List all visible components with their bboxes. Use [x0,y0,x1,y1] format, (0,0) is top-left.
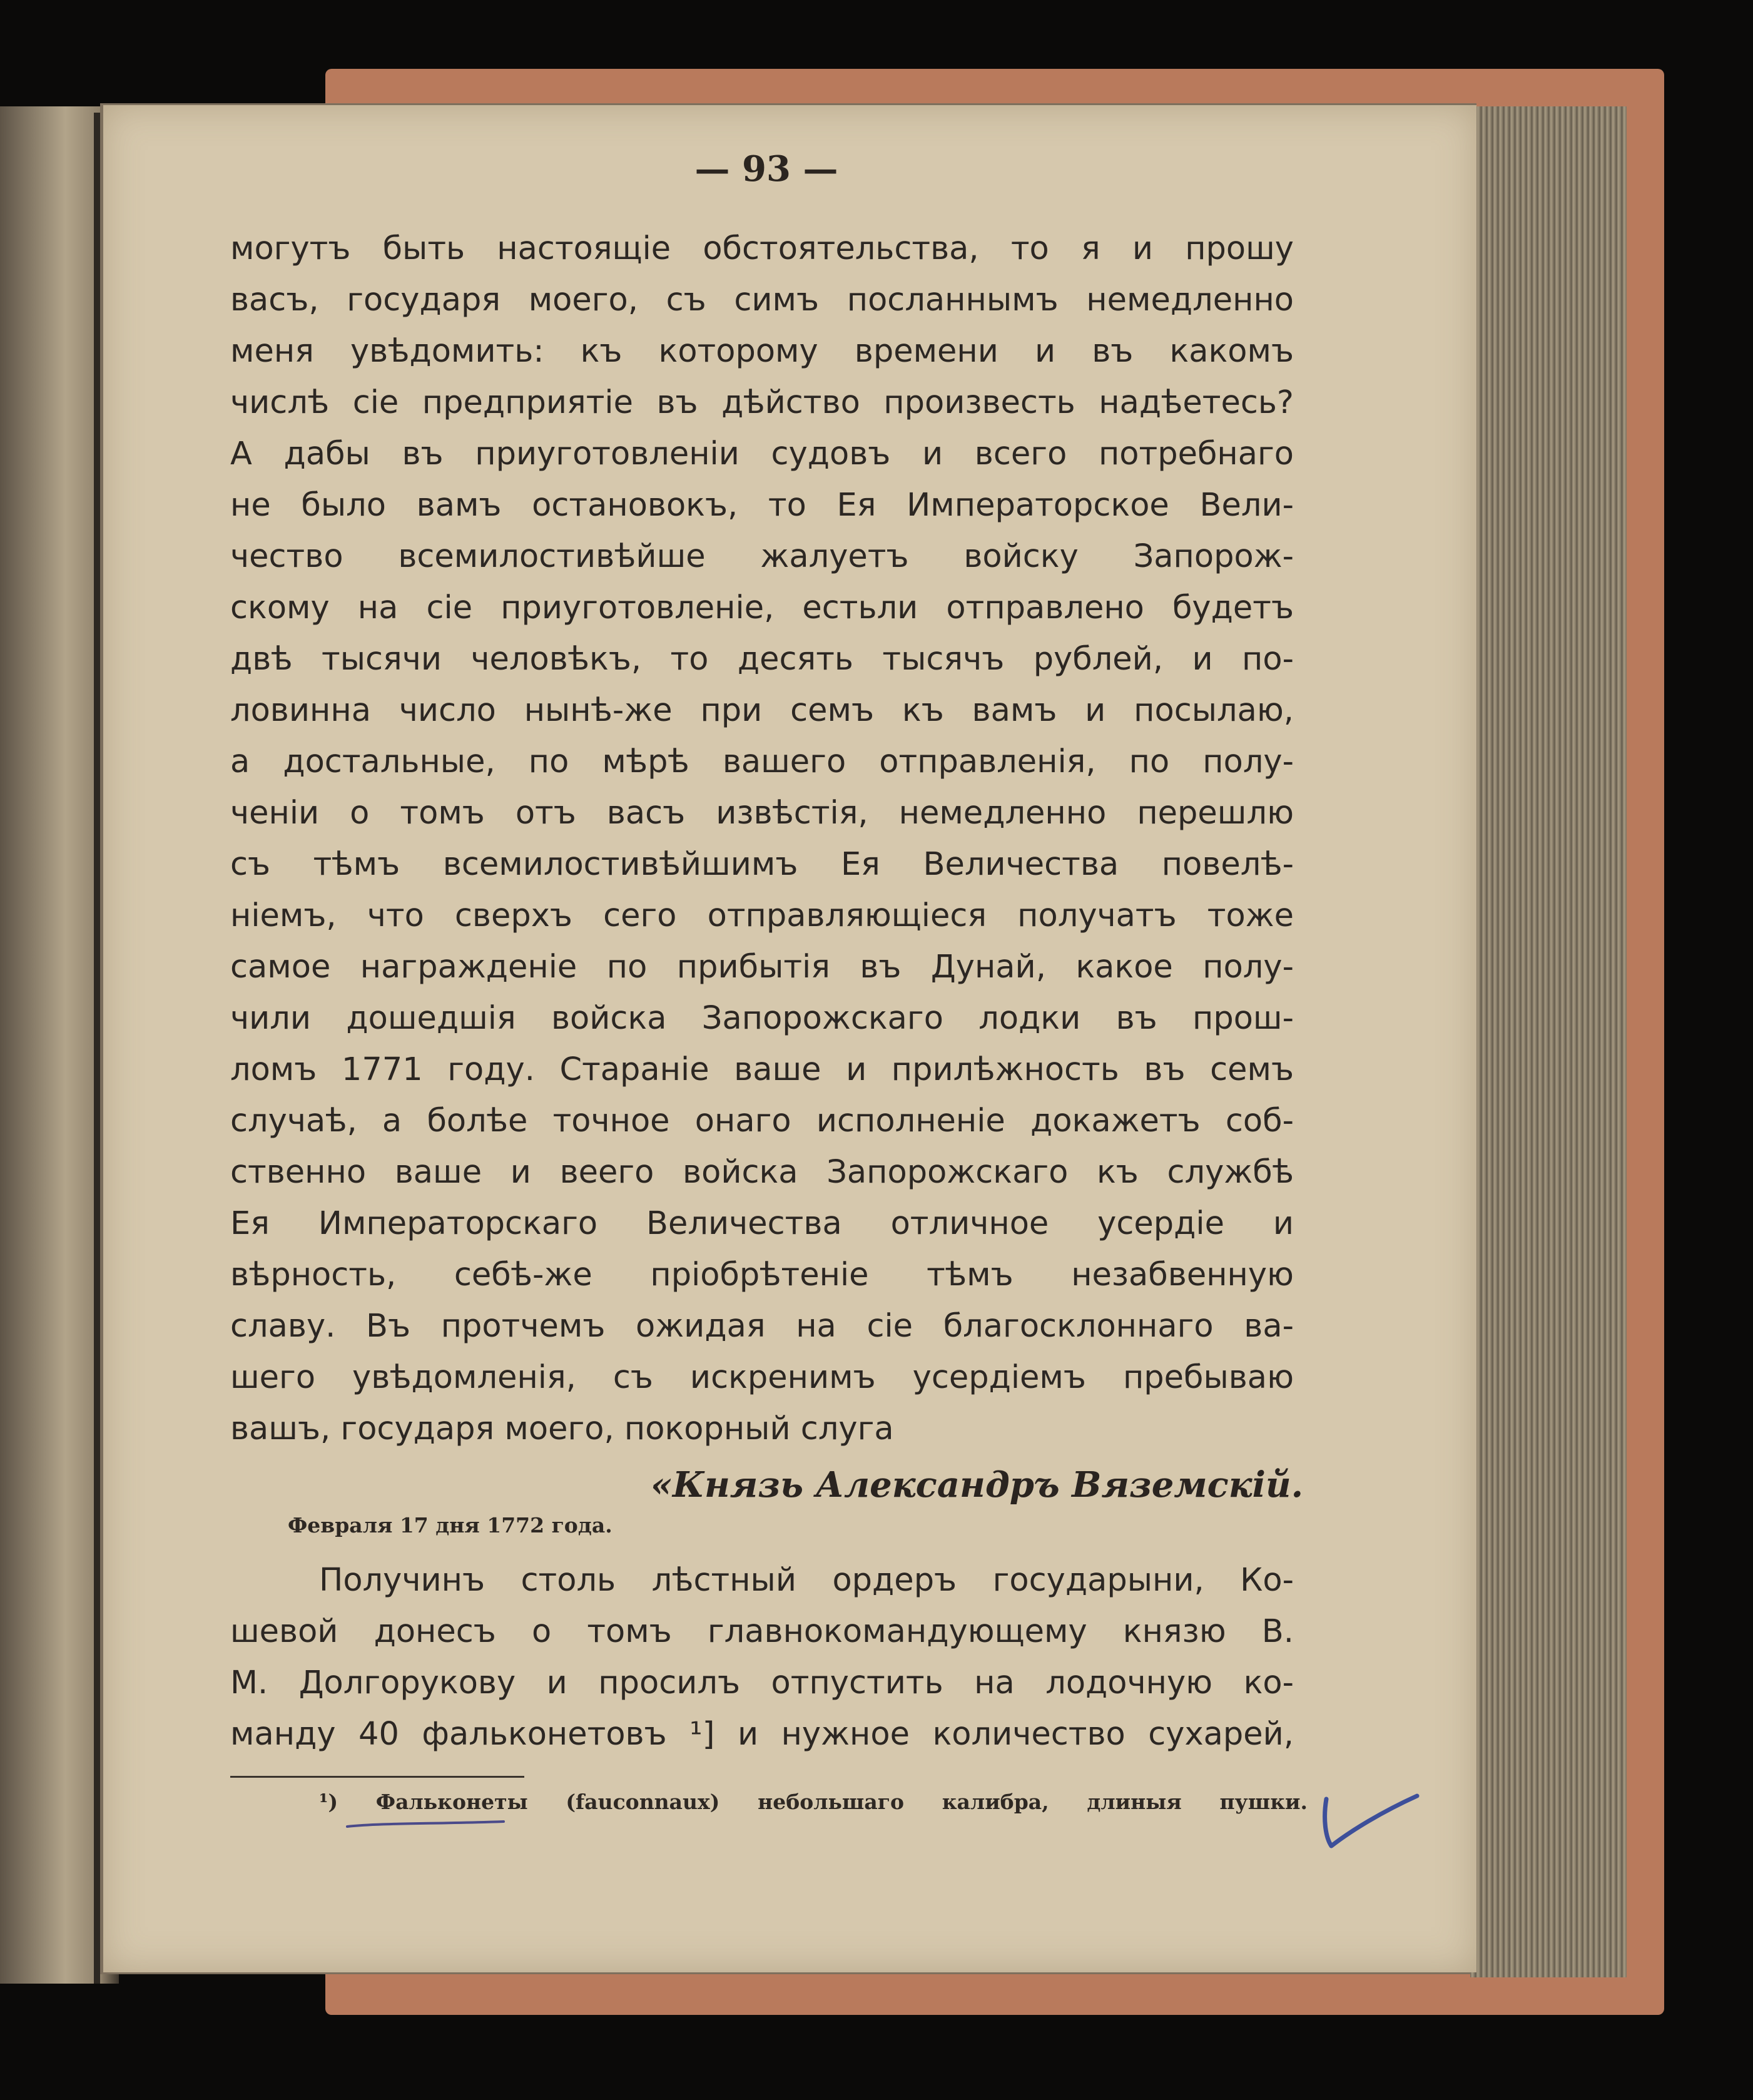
pencil-underline-mark [344,1818,507,1830]
paragraph-line: Получинъ столь лѣстный ордеръ государыни, Ко- [319,1562,1294,1599]
footnote-rule [230,1776,524,1778]
paragraph-line: манду 40 фальконетовъ ¹] и нужное количество сухарей, [230,1716,1294,1753]
body-line: съ тѣмъ всемилостивѣйшимъ Ея Величества повелѣ- [230,846,1294,883]
body-line: двѣ тысячи человѣкъ, то десять тысячъ рублей, и по- [230,641,1294,678]
body-line: ловинна число нынѣ-же при семъ къ вамъ и посылаю, [230,692,1294,729]
body-line: вѣрность, себѣ-же пріобрѣтеніе тѣмъ незабвенную [230,1256,1294,1293]
body-line: чество всемилостивѣйше жалуетъ войску Запорож- [230,538,1294,575]
paragraph-line: М. Долгорукову и просилъ отпустить на лодочную ко- [230,1664,1294,1701]
body-line: васъ, государя моего, съ симъ посланнымъ немедленно [230,282,1294,319]
paragraph-line: шевой донесъ о томъ главнокомандующему князю В. [230,1613,1294,1650]
page-fore-edge [1470,106,1627,1977]
page-number: — 93 — [694,148,838,190]
body-line: случаѣ, а болѣе точное онаго исполненіе докажетъ соб- [230,1103,1294,1139]
body-line: самое награжденіе по прибытія въ Дунай, какое полу- [230,949,1294,986]
body-line: числѣ сіе предприятіе въ дѣйство произвесть надѣетесь? [230,384,1294,421]
body-line: ломъ 1771 году. Стараніе ваше и прилѣжность въ семъ [230,1051,1294,1088]
body-line: а достальные, по мѣрѣ вашего отправленія, по полу- [230,743,1294,780]
body-line: ственно ваше и веего войска Запорожскаго къ службѣ [230,1154,1294,1191]
book-gutter [94,113,100,1984]
body-line: ченіи о томъ отъ васъ извѣстія, немедленно перешлю [230,795,1294,832]
body-line: ніемъ, что сверхъ сего отправляющіеся получатъ тоже [230,897,1294,934]
body-line: скому на сіе приуготовленіе, естьли отправлено будетъ [230,589,1294,626]
body-line: Ея Императорскаго Величества отличное усердіе и [230,1205,1294,1242]
body-line: шего увѣдомленія, съ искренимъ усердіемъ пребываю [230,1359,1294,1396]
letter-date: Февраля 17 дня 1772 года. [288,1513,612,1537]
body-line: не было вамъ остановокъ, то Ея Императорское Вели- [230,487,1294,524]
body-line: вашъ, государя моего, покорный слуга [230,1410,894,1447]
signature: «Князь Александръ Вяземскій. [651,1464,1304,1506]
footnote: ¹) Фальконеты (fauconnaux) небольшаго калибра, длиныя пушки. [319,1790,1308,1814]
pencil-check-mark [1314,1780,1420,1855]
body-line: А дабы въ приуготовленіи судовъ и всего потребнаго [230,436,1294,472]
body-line: могутъ быть настоящіе обстоятельства, то я и прошу [230,230,1294,267]
body-line: славу. Въ протчемъ ожидая на сіе благосклоннаго ва- [230,1308,1294,1345]
body-line: меня увѣдомить: къ которому времени и въ какомъ [230,333,1294,370]
body-line: чили дошедшія войска Запорожскаго лодки въ прош- [230,1000,1294,1037]
